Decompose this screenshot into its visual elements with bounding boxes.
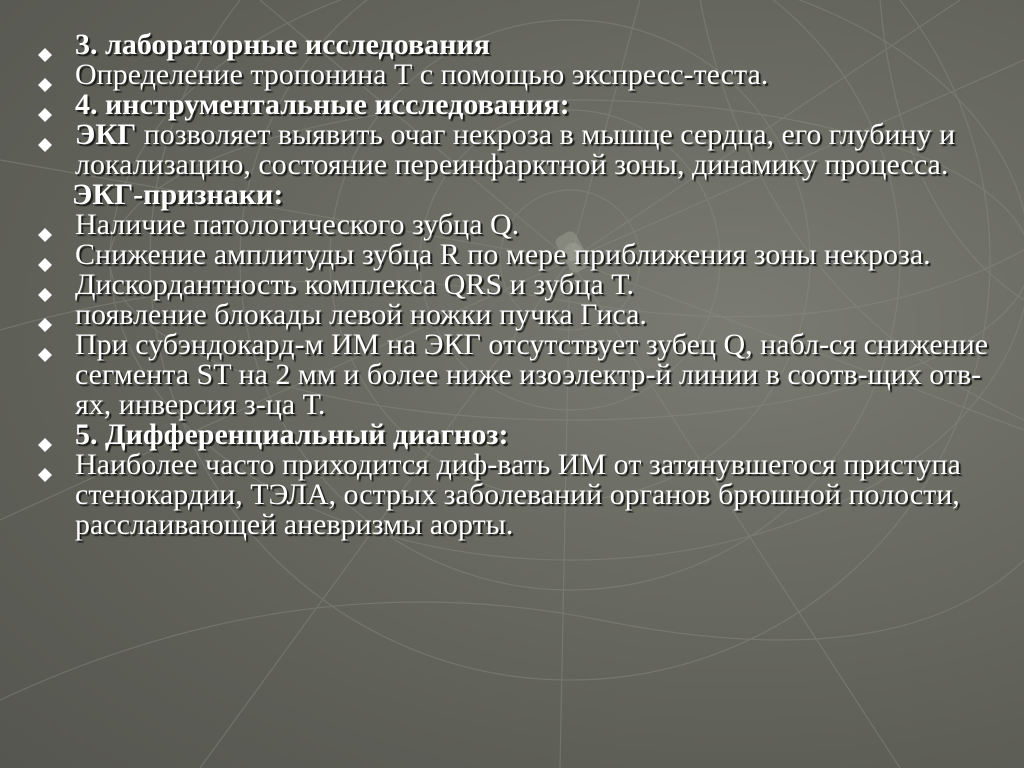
bullet-text: появление блокады левой ножки пучка Гиса. [75, 298, 647, 331]
diamond-bullet-icon [38, 338, 52, 352]
bullet-text: Определение тропонина Т с помощью экспресс-теста. [75, 58, 769, 91]
bullet-item [30, 300, 990, 330]
bullet-text: 5. Дифференциальный диагноз: [75, 418, 509, 451]
bullet-item [30, 450, 990, 540]
diamond-bullet-icon [38, 278, 52, 292]
bullet-item [30, 30, 990, 60]
bullet-text: 4. инструментальные исследования: [75, 88, 570, 121]
bullet-item [30, 330, 990, 420]
bullet-item [30, 420, 990, 450]
diamond-bullet-icon [38, 68, 52, 82]
bullet-item [30, 240, 990, 270]
bullet-text: При субэндокард-м ИМ на ЭКГ отсутствует зубец Q, набл-ся снижение сегмента ST на 2 мм и более ниже изоэлектр-й линии в соотв-щих отв-ях, инверсия з-ца Т. [75, 328, 989, 421]
diamond-bullet-icon [38, 458, 52, 472]
bullet-text: Наиболее часто приходится диф-вать ИМ от затянувшегося приступа стенокардии, ТЭЛА, острых заболеваний органов брюшной полости, расслаивающей аневризмы аорты. [75, 448, 961, 541]
diamond-bullet-icon [38, 308, 52, 322]
slide-content [30, 30, 990, 540]
diamond-bullet-icon [38, 428, 52, 442]
bullet-text-body: позволяет выявить очаг некроза в мышце сердца, его глубину и локализацию, состояние переинфарктной зоны, динамику процесса. [75, 118, 956, 181]
bullet-text: Снижение амплитуды зубца R по мере приближения зоны некроза. [75, 238, 931, 271]
bullet-text: Дискордантность комплекса QRS и зубца Т. [75, 268, 634, 301]
bullet-item [30, 120, 990, 180]
bullet-item [30, 270, 990, 300]
bullet-text: 3. лабораторные исследования [75, 28, 490, 61]
bullet-item [30, 210, 990, 240]
bullet-item [30, 60, 990, 90]
diamond-bullet-icon [38, 248, 52, 262]
diamond-bullet-icon [38, 218, 52, 232]
diamond-bullet-icon [38, 98, 52, 112]
bullet-text: Наличие патологического зубца Q. [75, 208, 520, 241]
bullet-item [30, 90, 990, 120]
ecg-signs-heading: ЭКГ-признаки: [72, 178, 284, 211]
bullet-text [75, 120, 990, 180]
diamond-bullet-icon [38, 128, 52, 142]
bullet-lead-term: ЭКГ [75, 118, 137, 151]
diamond-bullet-icon [38, 38, 52, 52]
